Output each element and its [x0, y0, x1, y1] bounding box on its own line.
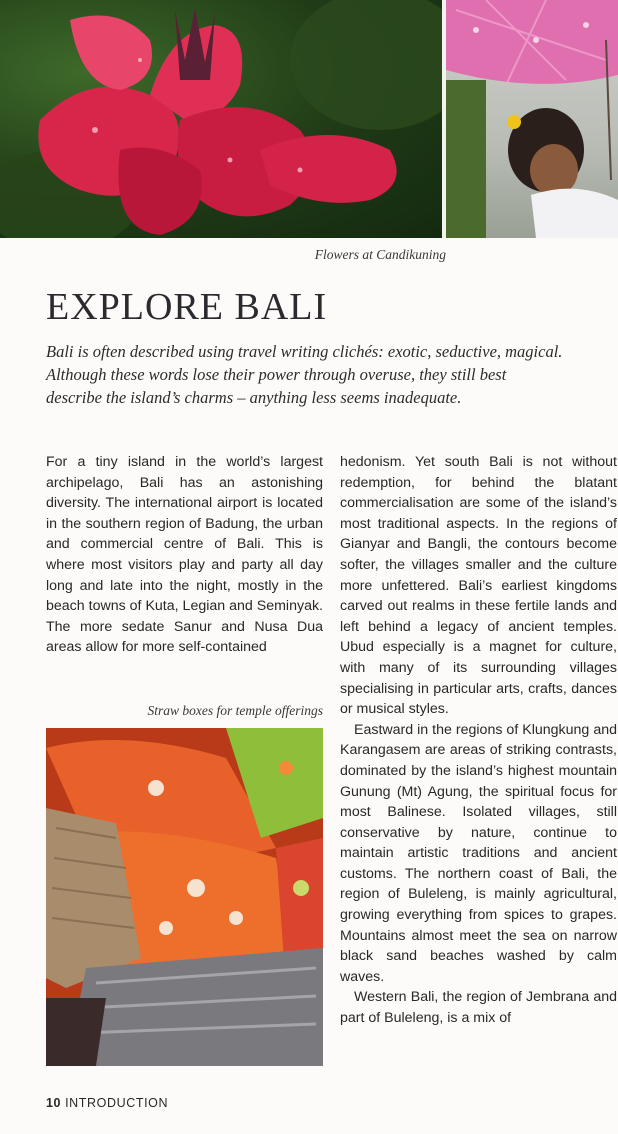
intro-paragraph: Bali is often described using travel writing clichés: exotic, seductive, magical. Although these words lose their power through overuse, they still best describe the island’s charms – anything less seems inadequate.	[46, 342, 563, 407]
page-number: 10	[46, 1096, 62, 1110]
flower-illustration	[0, 0, 442, 238]
straw-boxes-caption: Straw boxes for temple offerings	[147, 703, 323, 718]
section-label: INTRODUCTION	[65, 1096, 169, 1110]
body-paragraph-right-2: Eastward in the regions of Klungkung and Karangasem are areas of striking contrasts, dominated by the island’s highest mountain Gunung (Mt) Agung, the spiritual focus for most Balinese. Isolated villages, still conservative by nature, continue to maintain artistic traditions and ancient customs. The northern coast of Bali, the region of Buleleng, is mainly agricultural, growing everything from spices to grapes. Mountains almost meet the sea on narrow black sand beaches washed by calm waves.	[340, 721, 617, 985]
flowers-photo	[0, 0, 442, 238]
page-footer	[46, 1096, 168, 1110]
body-column-left	[46, 452, 323, 658]
body-paragraph-left: For a tiny island in the world’s largest archipelago, Bali has an astonishing diversity. The international airport is located in the southern region of Badung, the urban and commercial centre of Bali. This is where most visitors play and party all day long and late into the night, mostly in the beach towns of Kuta, Legian and Seminyak. The more sedate Sanur and Nusa Dua areas allow for more self-contained	[46, 454, 323, 656]
body-paragraph-right-3: Western Bali, the region of Jembrana and part of Buleleng, is a mix of	[340, 989, 617, 1027]
body-paragraph-right-1: hedonism. Yet south Bali is not without redemption, for behind the blatant commercialisation are some of the island’s most traditional aspects. In the regions of Gianyar and Bangli, the contours become softer, the villages smaller and the culture more unfettered. Bali’s earliest kingdoms carved out realms in these fertile lands and left behind a legacy of ancient temples. Ubud especially is a magnet for culture, with many of its surrounding villages specialising in particular arts, crafts, dances or musical styles.	[340, 454, 617, 718]
page-title: EXPLORE BALI	[46, 286, 328, 328]
girl-umbrella-photo	[446, 0, 618, 238]
straw-boxes-illustration	[46, 728, 323, 1066]
body-column-right	[340, 452, 617, 1029]
flowers-caption: Flowers at Candikuning	[314, 247, 446, 262]
girl-umbrella-illustration	[446, 0, 618, 238]
straw-boxes-photo	[46, 728, 323, 1066]
